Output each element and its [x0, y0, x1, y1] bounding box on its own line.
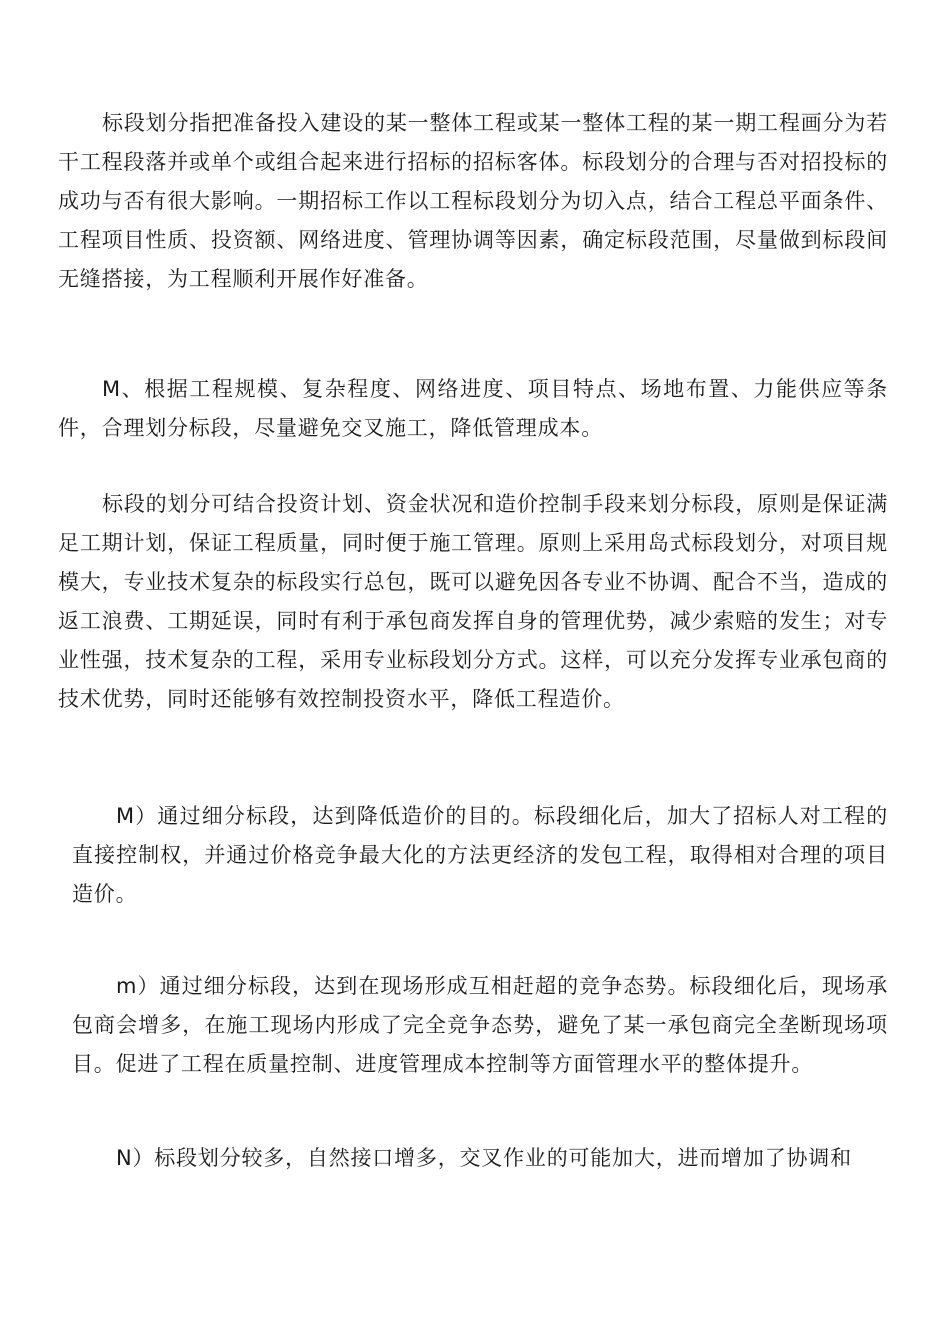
paragraph-item-m-cost: M）通过细分标段，达到降低造价的目的。标段细化后，加大了招标人对工程的直接控制权，并通过价格竞争最大化的方法更经济的发包工程，取得相对合理的项目造价。 [72, 804, 888, 906]
paragraph-item-m: M、根据工程规模、复杂程度、网络进度、项目特点、场地布置、力能供应等条件，合理划分标段，尽量避免交叉施工，降低管理成本。 [58, 377, 888, 440]
paragraph-item-m-competition: m）通过细分标段，达到在现场形成互相赶超的竞争态势。标段细化后，现场承包商会增多，在施工现场内形成了完全竞争态势，避免了某一承包商完全垄断现场项目。促进了工程在质量控制、进度管理成本控制等方面管理水平的整体提升。 [72, 974, 888, 1076]
paragraph-section-intro: 标段划分指把准备投入建设的某一整体工程或某一整体工程的某一期工程画分为若干工程段落并或单个或组合起来进行招标的招标客体。标段划分的合理与否对招投标的成功与否有很大影响。一期招标工作以工程标段划分为切入点，结合工程总平面条件、工程项目性质、投资额、网络进度、管理协调等因素，确定标段范围，尽量做到标段间无缝搭接，为工程顺利开展作好准备。 [58, 111, 888, 291]
paragraph-division-principle: 标段的划分可结合投资计划、资金状况和造价控制手段来划分标段，原则是保证满足工期计划，保证工程质量，同时便于施工管理。原则上采用岛式标段划分，对项目规模大，专业技术复杂的标段实行总包，既可以避免因各专业不协调、配合不当，造成的返工浪费、工期延误，同时有利于承包商发挥自身的管理优势，减少索赔的发生；对专业性强，技术复杂的工程，采用专业标段划分方式。这样，可以充分发挥专业承包商的技术优势，同时还能够有效控制投资水平，降低工程造价。 [58, 492, 888, 711]
paragraph-item-n-interfaces: N）标段划分较多，自然接口增多，交叉作业的可能加大，进而增加了协调和 [116, 1146, 852, 1170]
